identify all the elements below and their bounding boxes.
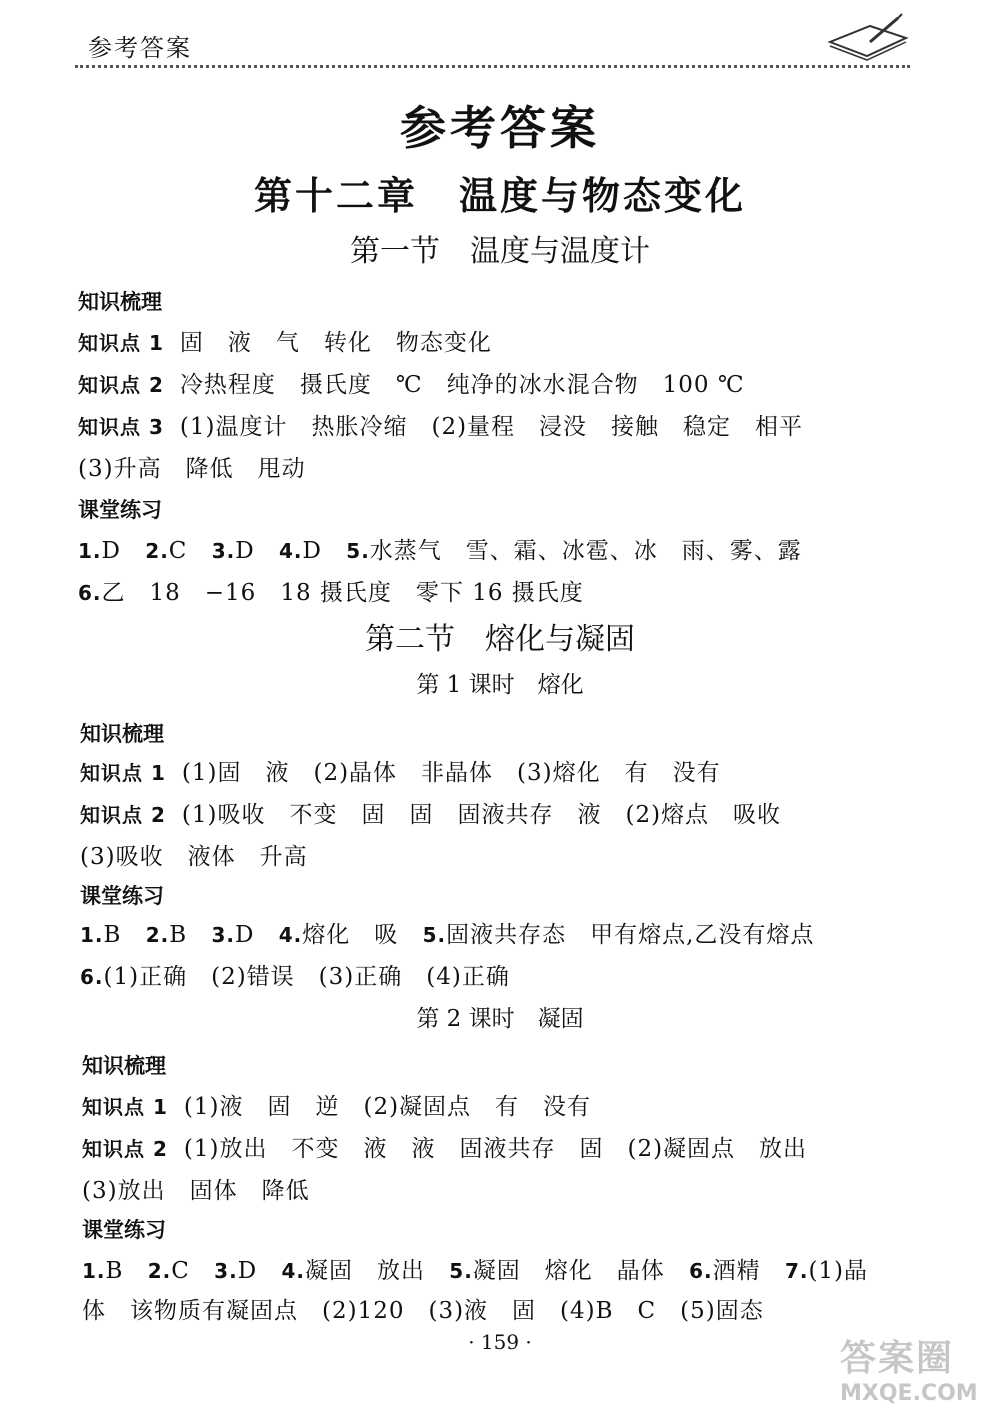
answer-text: D: [302, 538, 322, 564]
s2-l2-practice-line-1: [82, 1252, 868, 1285]
answer-text: 固液共存态 甲有熔点,乙没有熔点: [446, 922, 815, 948]
answer-num: 2.: [145, 923, 170, 947]
answer-num: 6.: [78, 581, 102, 605]
s2-practice-line-1: [80, 916, 814, 949]
section-1-title: 第一节 温度与温度计: [350, 234, 650, 269]
answer-text: B: [103, 922, 122, 948]
watermark: [840, 1330, 990, 1406]
answer-num: 2.: [147, 1259, 172, 1283]
pencil-book-icon: [822, 12, 912, 62]
answer-text: B: [105, 1258, 124, 1284]
s2-l2-practice-line-2: 体 该物质有凝固点 (2)120 (3)液 固 (4)B C (5)固态: [82, 1298, 764, 1324]
s2-l2-ketang-heading: 课堂练习: [82, 1218, 166, 1242]
s1-k3-text: (1)温度计 热胀冷缩 (2)量程 浸没 接触 稳定 相平: [179, 414, 804, 440]
s1-k1-text: 固 液 气 转化 物态变化: [179, 330, 492, 356]
s1-k3-label: 知识点 3: [78, 415, 164, 439]
s2-k2-continued: (3)吸收 液体 升高: [80, 844, 308, 870]
s1-k3-continued: (3)升高 降低 甩动: [78, 456, 306, 482]
s1-k2: [78, 366, 745, 399]
watermark-url: MXQE.COM: [840, 1381, 978, 1406]
answer-text: C: [171, 1258, 190, 1284]
s2-l2-k2: [82, 1130, 807, 1163]
s2-k1: [80, 754, 721, 787]
answer-text: 酒精: [712, 1258, 761, 1284]
answer-text: 乙 18 −16 18 摄氏度 零下 16 摄氏度: [101, 580, 584, 606]
answer-num: 5.: [449, 1259, 473, 1283]
answer-text: (1)正确 (2)错误 (3)正确 (4)正确: [103, 964, 510, 990]
answer-num: 3.: [211, 539, 236, 563]
answer-num: 2.: [145, 539, 169, 563]
s2-l2-k2-continued: (3)放出 固体 降低: [82, 1178, 310, 1204]
answer-num: 4.: [281, 1259, 305, 1283]
s1-k1-label: 知识点 1: [78, 331, 164, 355]
s1-ketang-heading: 课堂练习: [78, 498, 162, 522]
answer-num: 1.: [82, 1259, 106, 1283]
answer-text: 凝固 放出: [304, 1258, 425, 1284]
s1-zhishi-heading: 知识梳理: [78, 290, 162, 314]
s2-k1-text: (1)固 液 (2)晶体 非晶体 (3)熔化 有 没有: [181, 760, 721, 786]
s1-k3: [78, 408, 803, 441]
page-number: · 159 ·: [468, 1330, 532, 1354]
answer-num: 6.: [80, 965, 104, 989]
answer-text: 凝固 熔化 晶体: [472, 1258, 665, 1284]
header-label: 参考答案: [88, 34, 192, 62]
answer-text: D: [237, 1258, 258, 1284]
s1-practice-line-2: [78, 574, 584, 607]
answer-text: 水蒸气 雪、霜、冰雹、冰 雨、雾、露: [369, 538, 802, 564]
answer-num: 5.: [346, 539, 370, 563]
s2-k1-label: 知识点 1: [80, 761, 166, 785]
s2-l2-k1: [82, 1088, 591, 1121]
answer-num: 7.: [784, 1259, 809, 1283]
answer-num: 4.: [278, 923, 303, 947]
answer-num: 3.: [214, 1259, 238, 1283]
lesson-2-title: 第 2 课时 凝固: [416, 1006, 584, 1032]
s2-ketang-heading: 课堂练习: [80, 884, 164, 908]
answer-num: 3.: [211, 923, 235, 947]
answer-text: C: [168, 538, 188, 564]
answer-text: D: [101, 538, 121, 564]
s2-k2-text: (1)吸收 不变 固 固 固液共存 液 (2)熔点 吸收: [181, 802, 782, 828]
s1-practice-line-1: [78, 532, 802, 565]
s2-k2: [80, 796, 781, 829]
lesson-1-title: 第 1 课时 熔化: [416, 672, 584, 698]
answer-text: D: [235, 538, 255, 564]
s2-l2-k2-text: (1)放出 不变 液 液 固液共存 固 (2)凝固点 放出: [183, 1136, 808, 1162]
watermark-text: 答案圈: [840, 1338, 955, 1379]
s1-k2-label: 知识点 2: [78, 373, 164, 397]
header-rule: [75, 65, 910, 68]
s2-practice-line-2: [80, 958, 510, 991]
answer-num: 4.: [279, 539, 303, 563]
answer-text: B: [169, 922, 188, 948]
answer-num: 1.: [80, 923, 104, 947]
section-2-title: 第二节 熔化与凝固: [365, 622, 635, 657]
answer-text: D: [234, 922, 255, 948]
s2-l2-k1-text: (1)液 固 逆 (2)凝固点 有 没有: [183, 1094, 592, 1120]
s1-k1: [78, 324, 492, 357]
s2-l2-k1-label: 知识点 1: [82, 1095, 168, 1119]
answer-text: 熔化 吸: [302, 922, 399, 948]
s2-k2-label: 知识点 2: [80, 803, 166, 827]
answer-num: 1.: [78, 539, 102, 563]
page-title: 参考答案: [400, 101, 600, 155]
s2-l2-k2-label: 知识点 2: [82, 1137, 168, 1161]
chapter-title: 第十二章 温度与物态变化: [253, 174, 746, 218]
s2-zhishi-heading: 知识梳理: [80, 722, 164, 746]
s2-l2-zhishi-heading: 知识梳理: [82, 1054, 166, 1078]
answer-num: 6.: [689, 1259, 713, 1283]
s1-k2-text: 冷热程度 摄氏度 ℃ 纯净的冰水混合物 100 ℃: [179, 372, 745, 398]
answer-text: (1)晶: [808, 1258, 869, 1284]
answer-num: 5.: [422, 923, 447, 947]
